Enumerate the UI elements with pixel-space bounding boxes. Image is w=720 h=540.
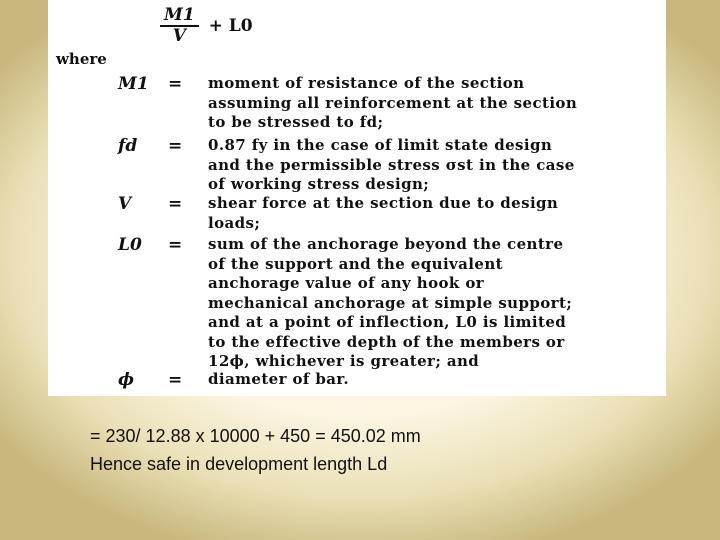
definition-equals: = — [168, 136, 183, 156]
conclusion-text: Hence safe in development length Ld — [90, 454, 388, 474]
definition-line: loads; — [208, 213, 261, 232]
definition-line: assuming all reinforcement at the section — [208, 93, 578, 112]
scanned-definitions-panel — [48, 0, 666, 396]
definition-text — [208, 194, 638, 233]
definition-line: 0.87 fy in the case of limit state design — [208, 136, 553, 154]
definition-symbol: M1 — [118, 74, 149, 94]
formula-expression — [160, 6, 253, 46]
definition-symbol: L0 — [118, 235, 142, 255]
definition-line: anchorage value of any hook or — [208, 274, 485, 292]
definition-equals: = — [168, 194, 183, 214]
definition-symbol: fd — [118, 136, 138, 156]
definition-line: 12ϕ, whichever is greater; and — [208, 352, 480, 370]
definition-text — [208, 136, 638, 195]
definition-equals: = — [168, 370, 183, 390]
definition-line: shear force at the section due to design — [208, 194, 559, 212]
definition-text — [208, 235, 638, 372]
definition-text — [208, 74, 638, 133]
formula-denominator: V — [172, 26, 186, 46]
definition-equals: = — [168, 74, 183, 94]
formula-fraction — [160, 6, 199, 46]
calculation-caption — [90, 422, 421, 478]
definition-line: moment of resistance of the section — [208, 74, 525, 92]
definition-equals: = — [168, 235, 183, 255]
definition-line: of the support and the equivalent — [208, 254, 503, 273]
calculation-result: = 230/ 12.88 x 10000 + 450 = 450.02 mm — [90, 426, 421, 446]
definition-line: of working stress design; — [208, 175, 430, 193]
definition-line: diameter of bar. — [208, 370, 349, 388]
definition-text — [208, 370, 638, 390]
where-label: where — [56, 50, 107, 68]
formula-term: + L0 — [208, 16, 253, 36]
definition-line: mechanical anchorage at simple support; — [208, 293, 573, 312]
definition-symbol: ϕ — [118, 370, 135, 390]
definition-line: to be stressed to fd; — [208, 113, 384, 131]
formula-numerator: M1 — [160, 6, 199, 27]
definition-line: to the effective depth of the members or — [208, 332, 565, 351]
definition-line: and at a point of inflection, L0 is limited — [208, 313, 567, 331]
definition-line: and the permissible stress σst in the case — [208, 155, 575, 174]
definition-line: sum of the anchorage beyond the centre — [208, 235, 564, 253]
definition-symbol: V — [118, 194, 132, 214]
